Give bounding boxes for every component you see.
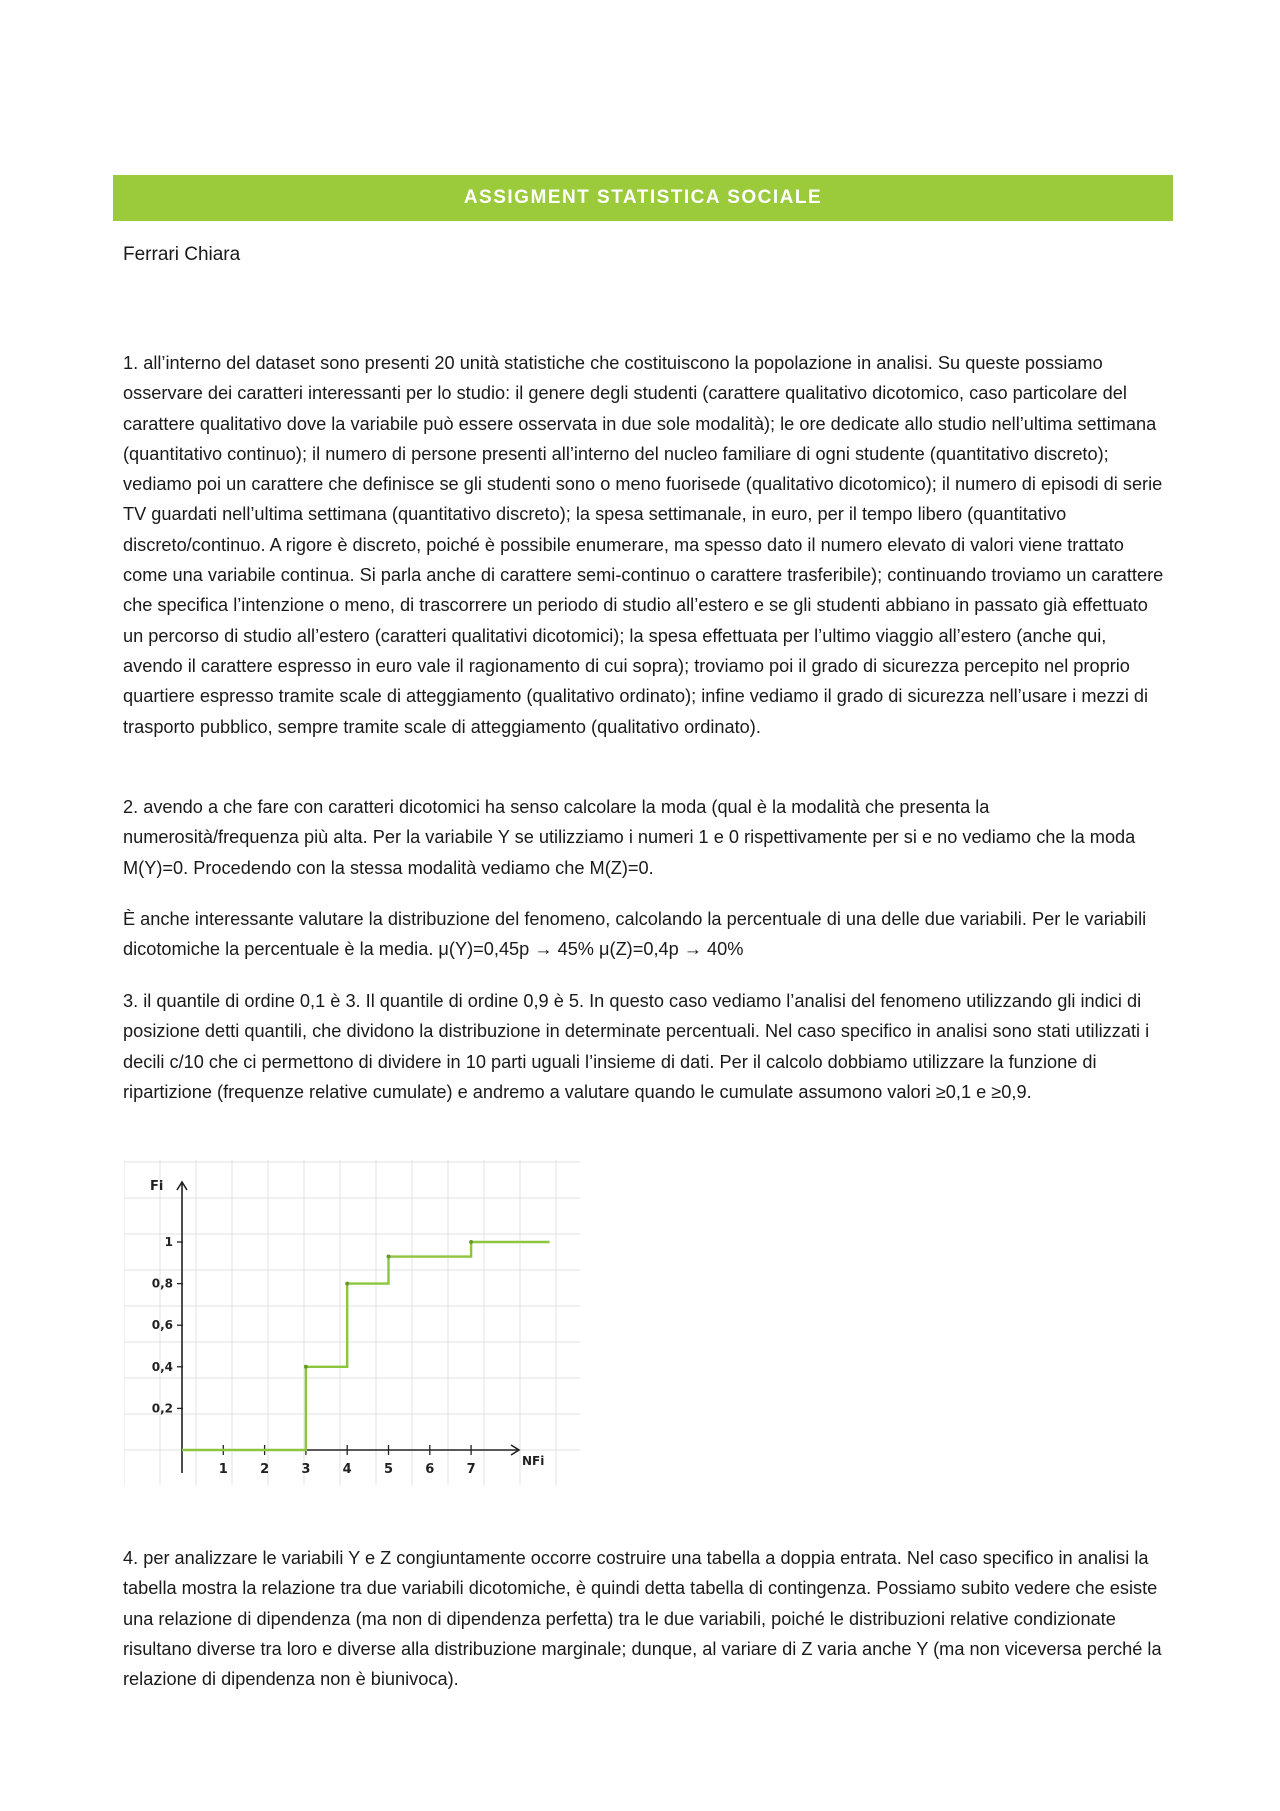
y-tick-label: 0,6 xyxy=(151,1318,173,1333)
step-point xyxy=(469,1240,473,1244)
y-tick-label: 1 xyxy=(164,1235,173,1249)
x-tick-label: 5 xyxy=(383,1462,394,1477)
y-axis-label: Fi xyxy=(150,1179,164,1194)
step-point xyxy=(345,1282,349,1286)
author-name: Ferrari Chiara xyxy=(123,244,241,265)
step-point xyxy=(304,1365,308,1369)
paragraph-2: 2. avendo a che fare con caratteri dicotomici ha senso calcolare la moda (qual è la modalità che presenta la numerosità/frequenza più alta. Per la variabile Y se utilizziamo i numeri 1 e 0 rispettivamente per si e no vediamo che la moda M(Y)=0. Procedendo con la stessa modalità vediamo che M(Z)=0. xyxy=(123,797,1136,878)
document-title-banner xyxy=(113,175,1173,221)
y-tick-label: 0,4 xyxy=(151,1359,173,1374)
x-tick-label: 3 xyxy=(301,1462,311,1477)
x-tick-label: 2 xyxy=(260,1462,270,1477)
y-tick-label: 0,2 xyxy=(151,1401,173,1416)
cumulative-step-line xyxy=(182,1242,550,1450)
x-tick-label: 4 xyxy=(342,1462,352,1477)
paragraph-5: 4. per analizzare le variabili Y e Z congiuntamente occorre costruire una tabella a doppia entrata. Nel caso specifico in analisi la tabella mostra la relazione tra due variabili dicotomiche, è quindi detta tabella di contingenza. Possiamo subito vedere che esiste una relazione di dipendenza (ma non di dipendenza perfetta) tra le due variabili, poiché le distribuzioni relative condizionate risultano diverse tra loro e diverse alla distribuzione marginale; dunque, al variare di Z varia anche Y (ma non viceversa perché la relazione di dipendenza non è biunivoca). xyxy=(123,1548,1162,1690)
cumulative-frequency-chart xyxy=(124,1160,580,1485)
x-tick-label: 1 xyxy=(218,1462,228,1477)
x-tick-label: 6 xyxy=(425,1462,435,1477)
x-tick-label: 7 xyxy=(466,1462,476,1477)
step-point xyxy=(387,1255,391,1259)
paragraph-3: È anche interessante valutare la distribuzione del fenomeno, calcolando la percentuale di una delle due variabili. Per le variabili dicotomiche la percentuale è la media. μ(Y)=0,45p → 45% μ(Z)=0,4p → 40% xyxy=(123,909,1147,960)
chart-svg xyxy=(124,1160,580,1485)
chart-series xyxy=(182,1240,550,1450)
chart-ticks xyxy=(152,1235,476,1477)
document-title: ASSIGMENT STATISTICA SOCIALE xyxy=(463,187,823,208)
y-tick-label: 0,8 xyxy=(151,1276,173,1291)
paragraph-1: 1. all’interno del dataset sono presenti 20 unità statistiche che costituiscono la popolazione in analisi. Su queste possiamo osservare dei caratteri interessanti per lo studio: il genere degli studenti (carattere qualitativo dicotomico, caso particolare del carattere qualitativo dove la variabile può essere osservata in due sole modalità); le ore dedicate allo studio nell’ultima settimana (quantitativo continuo); il numero di persone presenti all’interno del nucleo familiare di ogni studente (quantitativo discreto); vediamo poi un carattere che definisce se gli studenti sono o meno fuorisede (qualitativo dicotomico); il numero di episodi di serie TV guardati nell’ultima settimana (quantitativo discreto); la spesa settimanale, in euro, per il tempo libero (quantitativo discreto/continuo. A rigore è discreto, poiché è possibile enumerare, ma spesso dato il numero elevato di valori viene trattato come una variabile continua. Si parla anche di carattere semi-continuo o carattere trasferibile); continuando troviamo un carattere che specifica l’intenzione o meno, di trascorrere un periodo di studio all’estero e se gli studenti abbiano in passato già effettuato un percorso di studio all’estero (caratteri qualitativi dicotomici); la spesa effettuata per l’ultimo viaggio all’estero (anche qui, avendo il carattere espresso in euro vale il ragionamento di cui sopra); troviamo poi il grado di sicurezza percepito nel proprio quartiere espresso tramite scale di atteggiamento (qualitativo ordinato); infine vediamo il grado di sicurezza nell’usare i mezzi di trasporto pubblico, sempre tramite scale di atteggiamento (qualitativo ordinato). xyxy=(123,353,1164,737)
x-axis-label: NFi xyxy=(522,1454,545,1468)
paragraph-4: 3. il quantile di ordine 0,1 è 3. Il quantile di ordine 0,9 è 5. In questo caso vediamo l’analisi del fenomeno utilizzando gli indici di posizione detti quantili, che dividono la distribuzione in determinate percentuali. Nel caso specifico in analisi sono stati utilizzati i decili c/10 che ci permettono di dividere in 10 parti uguali l’insieme di dati. Per il calcolo dobbiamo utilizzare la funzione di ripartizione (frequenze relative cumulate) e andremo a valutare quando le cumulate assumono valori ≥0,1 e ≥0,9. xyxy=(123,991,1150,1102)
chart-grid xyxy=(124,1160,580,1485)
